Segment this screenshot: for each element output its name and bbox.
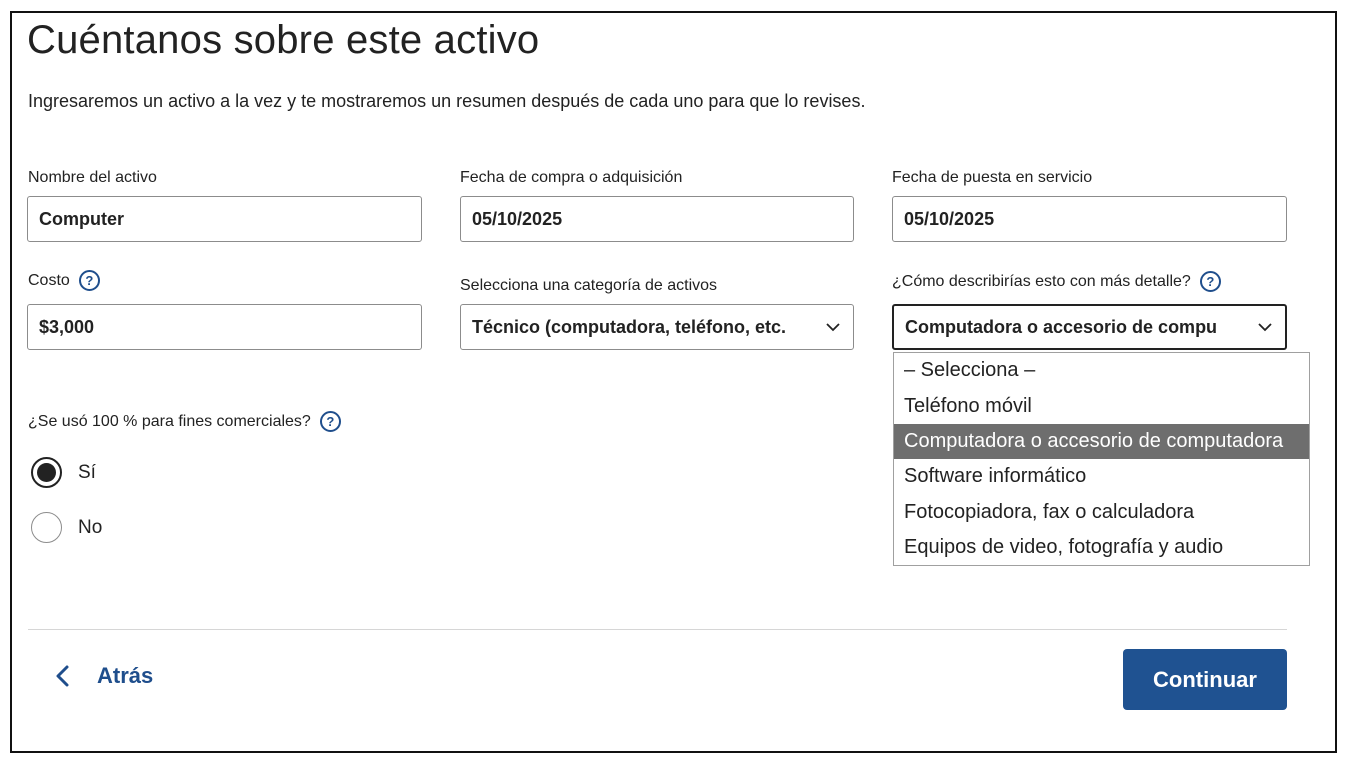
- continue-button[interactable]: Continuar: [1123, 649, 1287, 710]
- radio-button[interactable]: [31, 457, 62, 488]
- category-select-value: Técnico (computadora, teléfono, etc.: [472, 316, 787, 337]
- back-label: Atrás: [97, 663, 154, 688]
- business-use-label: ¿Se usó 100 % para fines comerciales? ?: [28, 411, 341, 432]
- chevron-down-icon: [1256, 318, 1274, 336]
- detail-select[interactable]: [892, 304, 1287, 350]
- question-circle-icon[interactable]: ?: [1200, 271, 1221, 292]
- chevron-left-icon: [52, 663, 74, 689]
- radio-label-no: No: [78, 516, 103, 538]
- detail-select-value: Computadora o accesorio de compu: [905, 316, 1218, 337]
- dropdown-option[interactable]: Fotocopiadora, fax o calculadora: [904, 500, 1195, 523]
- cost-label: Costo ?: [28, 270, 100, 291]
- page-title: Cuéntanos sobre este activo: [27, 18, 540, 62]
- category-select[interactable]: [460, 304, 854, 350]
- back-button[interactable]: [52, 663, 153, 689]
- category-label: Selecciona una categoría de activos: [460, 277, 718, 294]
- radio-button[interactable]: [31, 512, 62, 543]
- dropdown-option[interactable]: Teléfono móvil: [904, 394, 1032, 417]
- detail-dropdown-list: [893, 352, 1310, 566]
- question-circle-icon[interactable]: ?: [79, 270, 100, 291]
- service-date-input[interactable]: [892, 196, 1287, 242]
- page-subtitle: Ingresaremos un activo a la vez y te mostraremos un resumen después de cada uno para que lo revises.: [28, 91, 866, 111]
- cost-input[interactable]: [27, 304, 422, 350]
- dropdown-option[interactable]: – Selecciona –: [904, 359, 1036, 382]
- dropdown-option[interactable]: Equipos de video, fotografía y audio: [904, 536, 1224, 559]
- asset-name-label: Nombre del activo: [28, 169, 157, 186]
- service-date-label: Fecha de puesta en servicio: [892, 169, 1093, 186]
- radio-dot: [37, 463, 56, 482]
- detail-label: ¿Cómo describirías esto con más detalle? ?: [892, 271, 1221, 292]
- question-circle-icon[interactable]: ?: [320, 411, 341, 432]
- dropdown-option[interactable]: Software informático: [904, 465, 1087, 488]
- chevron-down-icon: [824, 318, 842, 336]
- radio-label-yes: Sí: [78, 461, 96, 483]
- footer-divider: [28, 629, 1287, 630]
- asset-name-input[interactable]: [27, 196, 422, 242]
- radio-option-yes[interactable]: [31, 457, 96, 488]
- radio-option-no[interactable]: [31, 512, 102, 543]
- purchase-date-input[interactable]: [460, 196, 854, 242]
- dropdown-option[interactable]: Computadora o accesorio de computadora: [894, 424, 1309, 459]
- purchase-date-label: Fecha de compra o adquisición: [460, 169, 683, 186]
